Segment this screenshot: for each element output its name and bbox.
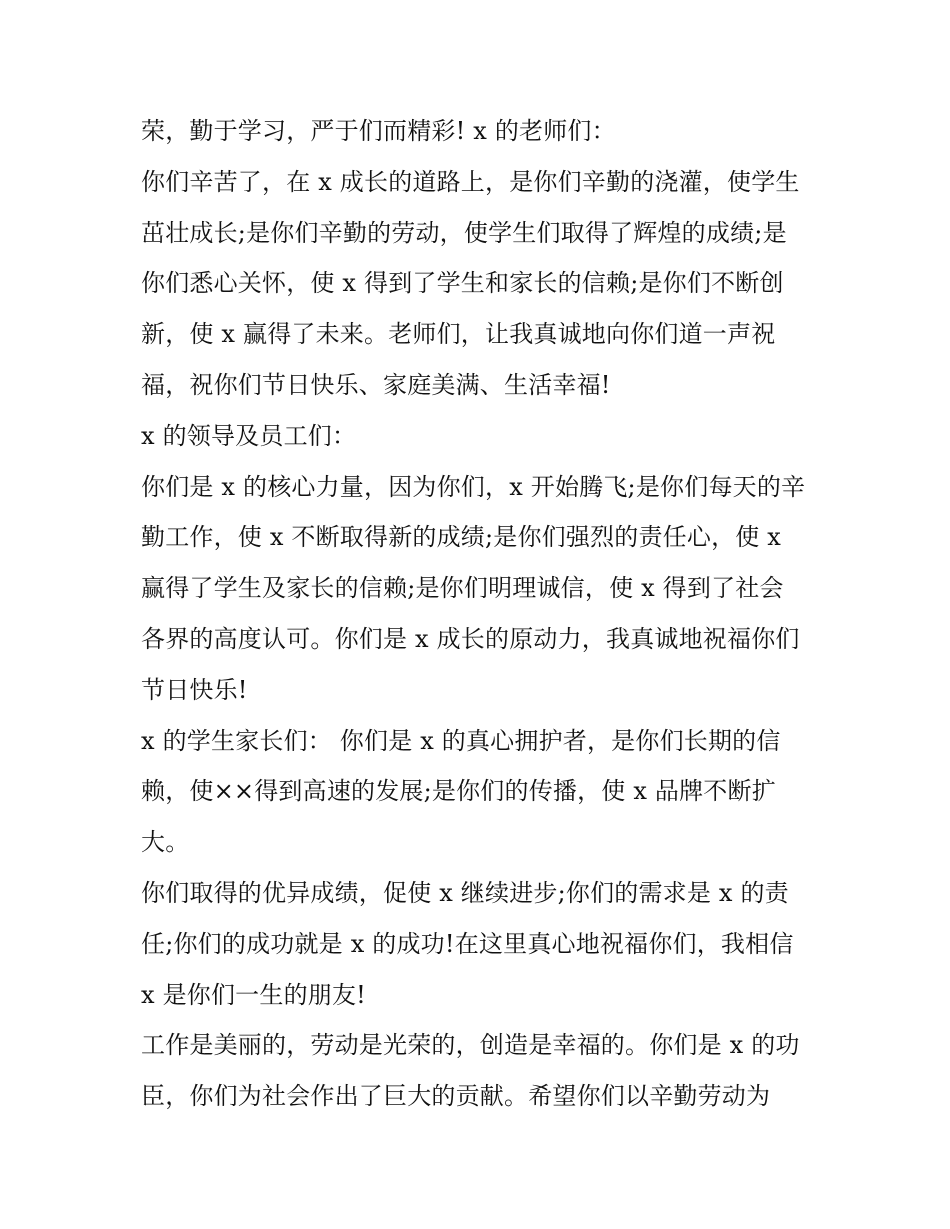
text-line: 荣，勤于学习，严于们而精彩! x 的老师们： [141,117,616,145]
text-line: 你们辛苦了，在 x 成长的道路上，是你们辛勤的浇灌，使学生 [141,167,800,196]
text-line: 任;你们的成功就是 x 的成功!在这里真心地祝福你们，我相信 [141,929,794,958]
section-heading: x 的领导及员工们： [141,421,357,450]
text-line: 福，祝你们节日快乐、家庭美满、生活幸福! [141,370,611,399]
text-line: 各界的高度认可。你们是 x 成长的原动力，我真诚地祝福你们 [141,624,800,653]
text-line: x 是你们一生的朋友! [141,980,367,1009]
text-line: 节日快乐! [141,675,248,704]
text-line: 大。 [141,828,190,857]
text-line: x 的学生家长们： 你们是 x 的真心拥护者，是你们长期的信 [141,726,781,755]
text-line: 臣，你们为社会作出了巨大的贡献。希望你们以辛勤劳动为 [141,1082,771,1111]
text-line: 工作是美丽的，劳动是光荣的，创造是幸福的。你们是 x 的功 [141,1031,800,1060]
text-line: 茁壮成长;是你们辛勤的劳动，使学生们取得了辉煌的成绩;是 [141,218,787,247]
text-line: 新，使 x 赢得了未来。老师们，让我真诚地向你们道一声祝 [141,320,776,349]
text-line: 勤工作，使 x 不断取得新的成绩;是你们强烈的责任心，使 x [141,523,782,552]
text-line: 你们是 x 的核心力量，因为你们，x 开始腾飞;是你们每天的辛 [141,472,806,501]
text-line: 赢得了学生及家长的信赖;是你们明理诚信，使 x 得到了社会 [141,574,784,603]
document-body [141,106,821,1122]
text-line: 你们取得的优异成绩，促使 x 继续进步;你们的需求是 x 的责 [141,878,789,907]
text-line: 赖，使××得到高速的发展;是你们的传播，使 x 品牌不断扩 [141,777,776,806]
text-line: 你们悉心关怀，使 x 得到了学生和家长的信赖;是你们不断创 [141,269,784,298]
